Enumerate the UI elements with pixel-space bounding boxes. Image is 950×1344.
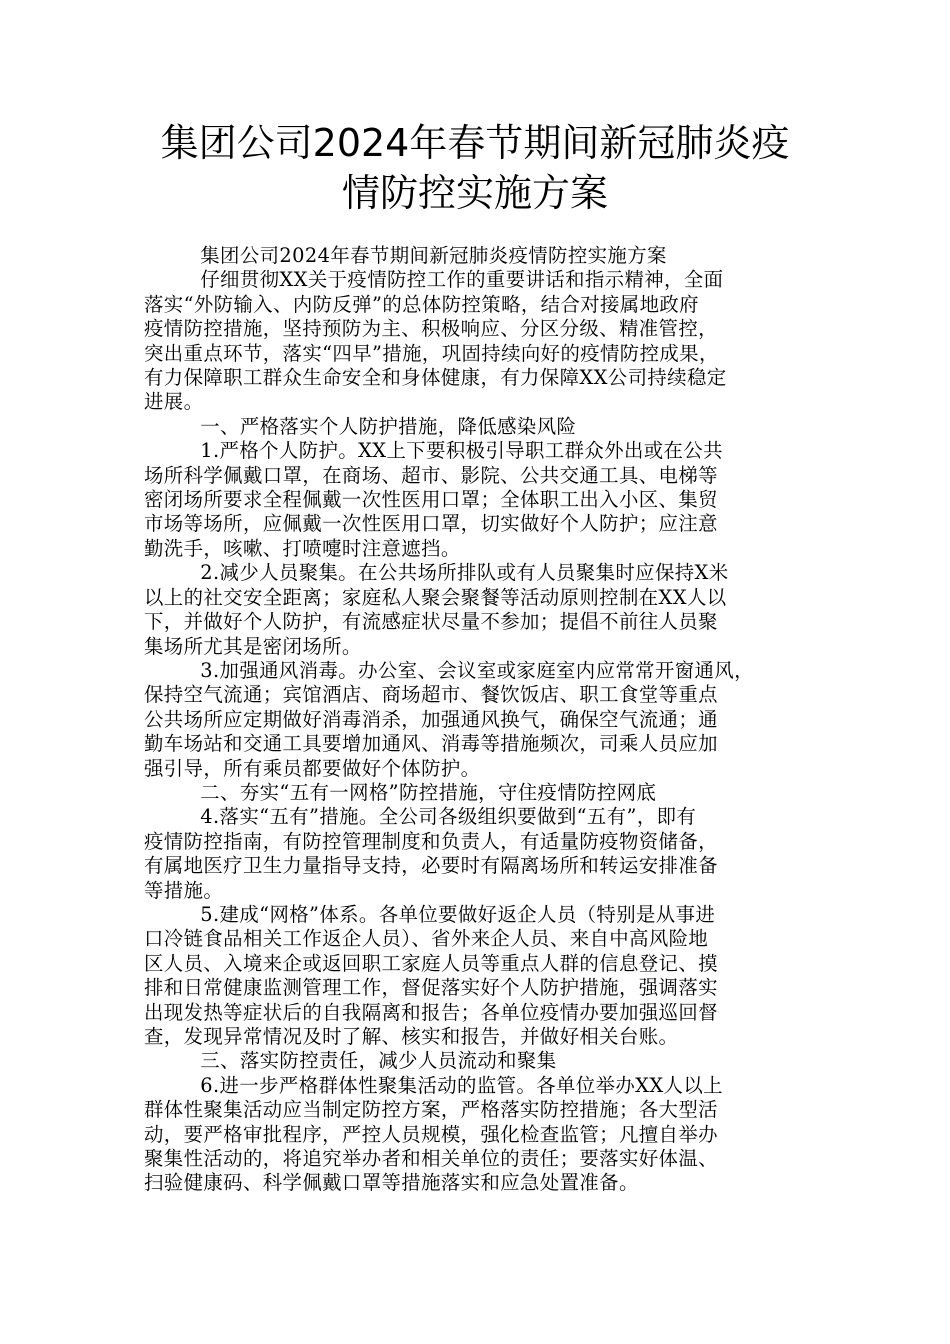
text-line: 公共场所应定期做好消毒消杀，加强通风换气，确保空气流通；通 <box>144 707 718 731</box>
text-line: 4.落实“五有”措施。全公司各级组织要做到“五有”，即有 <box>200 805 697 829</box>
paragraph <box>144 903 814 1049</box>
text-line: 下，并做好个人防护，有流感症状尽量不参加；提倡不前往人员聚 <box>144 610 718 634</box>
paragraph <box>144 781 814 805</box>
text-line: 集场所尤其是密闭场所。 <box>144 634 362 658</box>
text-line: 二、夯实“五有一网格”防控措施，守住疫情防控网底 <box>200 780 657 804</box>
text-line: 强引导，所有乘员都要做好个体防护。 <box>144 756 481 780</box>
paragraph <box>144 439 814 561</box>
text-line: 区人员、入境来企或返回职工家庭人员等重点人群的信息登记、摸 <box>144 951 718 975</box>
document-title <box>100 118 850 218</box>
text-line: 口冷链食品相关工作返企人员）、省外来企人员、来自中高风险地 <box>144 927 709 951</box>
text-line: 聚集性活动的，将追究举办者和相关单位的责任；要落实好体温、 <box>144 1147 718 1171</box>
paragraph <box>144 268 814 414</box>
text-line: 三、落实防控责任，减少人员流动和聚集 <box>200 1049 557 1073</box>
paragraph <box>144 805 814 903</box>
text-line: 一、严格落实个人防护措施，降低感染风险 <box>200 414 577 438</box>
text-line: 等措施。 <box>144 878 224 902</box>
text-line: 以上的社交安全距离；家庭私人聚会聚餐等活动原则控制在XX人以 <box>144 585 727 609</box>
text-line: 3.加强通风消毒。办公室、会议室或家庭室内应常常开窗通风， <box>200 658 754 682</box>
title-line: 集团公司2024年春节期间新冠肺炎疫 <box>160 121 790 165</box>
text-line: 突出重点环节，落实“四早”措施，巩固持续向好的疫情防控成果， <box>144 341 719 365</box>
text-line: 6.进一步严格群体性聚集活动的监管。各单位举办XX人以上 <box>200 1073 723 1097</box>
paragraph <box>144 244 814 268</box>
text-line: 5.建成“网格”体系。各单位要做好返企人员（特别是从事进 <box>200 902 716 926</box>
text-line: 密闭场所要求全程佩戴一次性医用口罩；全体职工出入小区、集贸 <box>144 488 718 512</box>
text-line: 出现发热等症状后的自我隔离和报告；各单位疫情办要加强巡回督 <box>144 1000 718 1024</box>
text-line: 场所科学佩戴口罩，在商场、超市、影院、公共交通工具、电梯等 <box>144 463 718 487</box>
text-line: 市场等场所，应佩戴一次性医用口罩，切实做好个人防护；应注意 <box>144 512 718 536</box>
paragraph <box>144 1049 814 1073</box>
text-line: 疫情防控指南，有防控管理制度和负责人，有适量防疫物资储备， <box>144 829 718 853</box>
text-line: 2.减少人员聚集。在公共场所排队或有人员聚集时应保持X米 <box>200 561 729 585</box>
paragraph <box>144 1074 814 1196</box>
document-body <box>144 244 814 1196</box>
text-line: 勤洗手，咳嗽、打喷嚏时注意遮挡。 <box>144 536 461 560</box>
text-line: 排和日常健康监测管理工作，督促落实好个人防护措施，强调落实 <box>144 976 718 1000</box>
text-line: 仔细贯彻XX关于疫情防控工作的重要讲话和指示精神，全面 <box>200 268 724 292</box>
text-line: 集团公司2024年春节期间新冠肺炎疫情防控实施方案 <box>200 244 667 267</box>
text-line: 勤车场站和交通工具要增加通风、消毒等措施频次，司乘人员应加 <box>144 732 718 756</box>
text-line: 扫验健康码、科学佩戴口罩等措施落实和应急处置准备。 <box>144 1171 639 1195</box>
text-line: 进展。 <box>144 390 204 414</box>
text-line: 落实“外防输入、内防反弹”的总体防控策略，结合对接属地政府 <box>144 292 699 316</box>
title-line: 情防控实施方案 <box>341 171 608 215</box>
text-line: 有属地医疗卫生力量指导支持，必要时有隔离场所和转运安排准备 <box>144 854 718 878</box>
paragraph <box>144 561 814 659</box>
paragraph <box>144 659 814 781</box>
paragraph <box>144 415 814 439</box>
text-line: 动，要严格审批程序，严控人员规模，强化检查监管；凡擅自举办 <box>144 1122 718 1146</box>
text-line: 保持空气流通；宾馆酒店、商场超市、餐饮饭店、职工食堂等重点 <box>144 683 718 707</box>
text-line: 有力保障职工群众生命安全和身体健康，有力保障XX公司持续稳定 <box>144 366 727 390</box>
text-line: 群体性聚集活动应当制定防控方案，严格落实防控措施；各大型活 <box>144 1098 718 1122</box>
text-line: 疫情防控措施，坚持预防为主、积极响应、分区分级、精准管控， <box>144 317 718 341</box>
text-line: 1.严格个人防护。XX上下要积极引导职工群众外出或在公共 <box>200 439 723 463</box>
text-line: 查，发现异常情况及时了解、核实和报告，并做好相关台账。 <box>144 1025 679 1048</box>
